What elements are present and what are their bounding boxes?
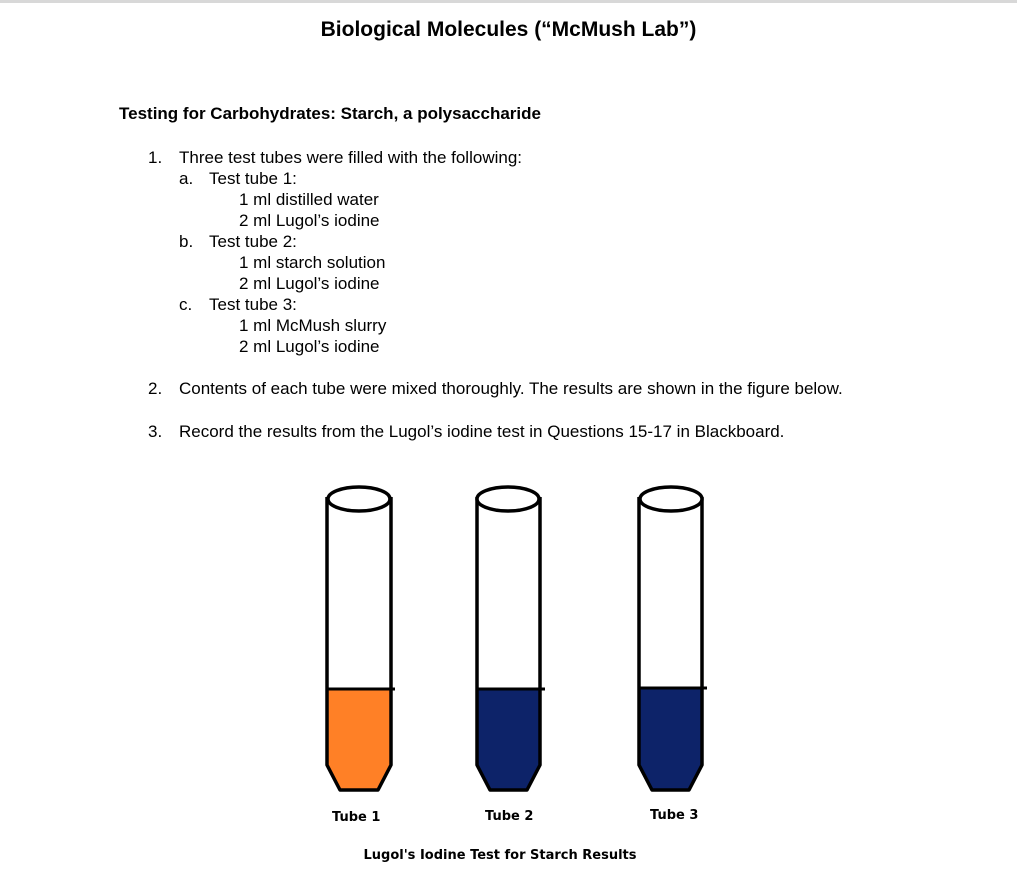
substep-letter: b. <box>179 232 194 251</box>
page-title: Biological Molecules (“McMush Lab”) <box>320 18 697 41</box>
step-text: Record the results from the Lugol’s iodine test in Questions 15-17 in Blackboard. <box>179 422 785 441</box>
tube-liquid <box>477 689 540 790</box>
test-tube-3 <box>639 487 707 790</box>
tube-2-label: Tube 2 <box>485 809 534 824</box>
substep-label: Test tube 1: <box>209 169 297 188</box>
tube-content-item: 1 ml distilled water <box>239 190 379 209</box>
tube-content-item: 2 ml Lugol’s iodine <box>239 337 380 356</box>
step-number: 2. <box>148 379 163 398</box>
tube-1-label: Tube 1 <box>332 810 381 825</box>
tube-content-item: 2 ml Lugol’s iodine <box>239 211 380 230</box>
step-text: Three test tubes were filled with the following: <box>179 148 523 167</box>
substep-letter: c. <box>179 295 193 314</box>
step-number: 3. <box>148 422 163 441</box>
tube-content-item: 1 ml starch solution <box>239 253 386 272</box>
substep-letter: a. <box>179 169 194 188</box>
test-tube-2 <box>477 487 545 790</box>
tube-content-item: 1 ml McMush slurry <box>239 316 387 335</box>
figure-caption: Lugol's Iodine Test for Starch Results <box>363 848 637 863</box>
test-tube-1 <box>327 487 395 790</box>
step-text: Contents of each tube were mixed thoroughly. The results are shown in the figure below. <box>179 379 843 398</box>
tube-3-label: Tube 3 <box>650 808 699 823</box>
tube-rim <box>328 487 390 511</box>
tube-content-item: 2 ml Lugol’s iodine <box>239 274 380 293</box>
substep-label: Test tube 2: <box>209 232 297 251</box>
tube-rim <box>640 487 702 511</box>
substep-label: Test tube 3: <box>209 295 297 314</box>
section-heading: Testing for Carbohydrates: Starch, a polysaccharide <box>119 104 541 123</box>
tube-rim <box>477 487 539 511</box>
tube-liquid <box>639 688 702 790</box>
step-number: 1. <box>148 148 163 167</box>
page-top-border <box>0 0 1017 3</box>
tube-liquid <box>327 689 391 790</box>
